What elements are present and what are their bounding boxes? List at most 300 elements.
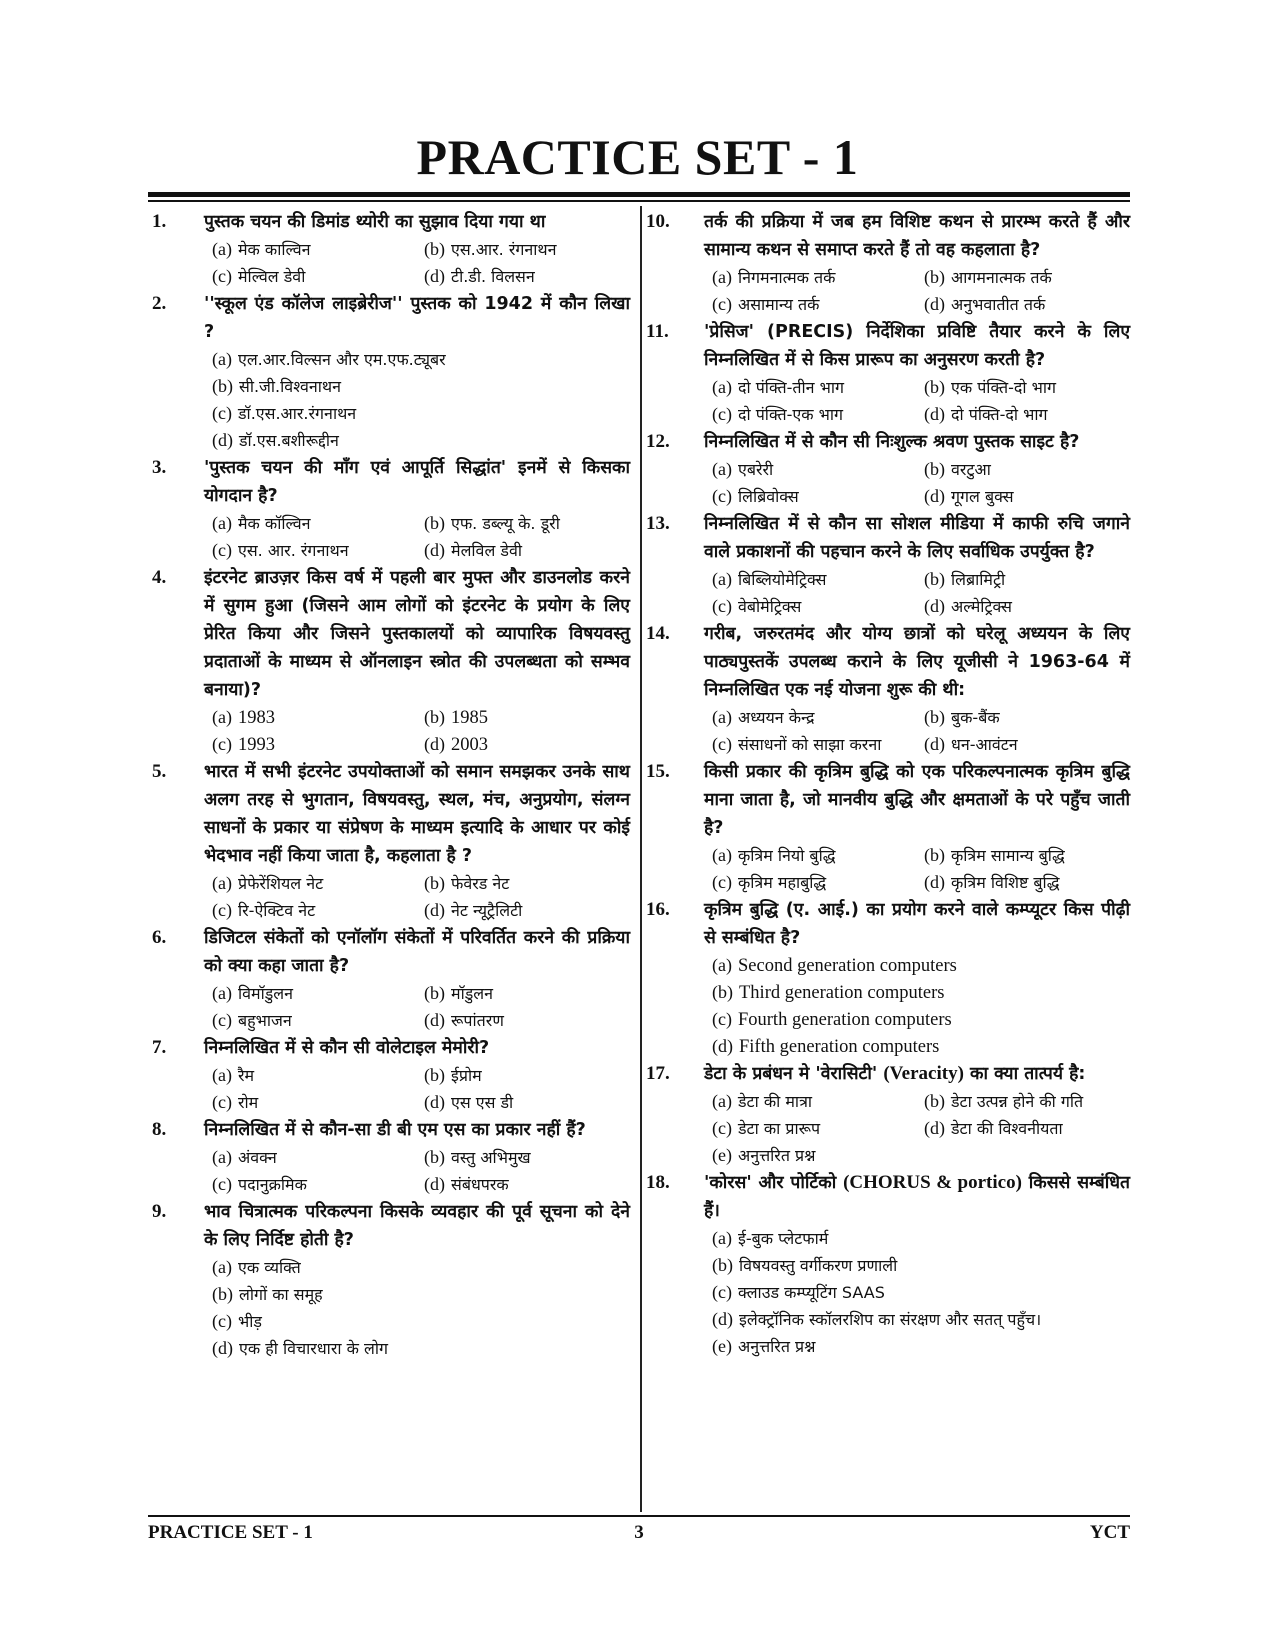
option-b <box>924 704 1130 731</box>
footer-publisher: YCT <box>1089 1522 1130 1543</box>
option-key: (a) <box>212 239 232 259</box>
question-number: 4. <box>152 567 167 588</box>
option-text: ईप्रोम <box>451 1066 482 1085</box>
option-key: (d) <box>424 1092 445 1112</box>
option-text: लिब्रामिट्री <box>951 570 1006 589</box>
option-text: एस.आर. रंगनाथन <box>451 240 557 259</box>
options <box>212 1062 630 1116</box>
option-key: (d) <box>424 266 445 286</box>
option-key: (c) <box>212 266 232 286</box>
option-c <box>712 1279 1130 1306</box>
option-c <box>212 1007 418 1034</box>
option-key: (a) <box>212 1147 232 1167</box>
option-text: दो पंक्ति-एक भाग <box>737 405 844 424</box>
option-key: (c) <box>712 734 732 754</box>
option-text: कृत्रिम महाबुद्धि <box>737 873 827 892</box>
option-key: (b) <box>712 1255 733 1275</box>
option-key: (d) <box>424 900 445 920</box>
option-d <box>924 731 1130 758</box>
option-text: विमॉडुलन <box>237 984 294 1003</box>
option-key: (b) <box>424 707 445 727</box>
option-key: (c) <box>712 294 732 314</box>
option-text: एक ही विचारधारा के लोग <box>239 1339 388 1358</box>
option-text: कृत्रिम सामान्य बुद्धि <box>951 846 1065 865</box>
question-15 <box>644 758 1130 896</box>
option-text: डॉ.एस.बशीरूद्दीन <box>239 431 339 450</box>
question-text: कृत्रिम बुद्धि (ए. आई.) का प्रयोग करने वाले कम्प्यूटर किस पीढ़ी से सम्बंधित है? <box>704 900 1130 948</box>
options <box>712 1225 1130 1360</box>
option-text: निगमनात्मक तर्क <box>737 268 836 287</box>
option-text: भीड़ <box>237 1312 262 1331</box>
option-text: पदानुक्रमिक <box>237 1175 307 1194</box>
option-text: रोम <box>237 1093 259 1112</box>
option-text: क्लाउड कम्प्यूटिंग SAAS <box>737 1283 885 1302</box>
option-c <box>212 263 418 290</box>
option-key: (e) <box>712 1145 732 1165</box>
option-a <box>212 704 418 731</box>
option-key: (d) <box>712 1309 733 1329</box>
option-key: (b) <box>424 1147 445 1167</box>
option-d <box>212 427 630 454</box>
question-text: 'प्रेसिज' (PRECIS) निर्देशिका प्रविष्टि तैयार करने के लिए निम्नलिखित में से किस प्रारूप का अनुसरण करती है? <box>704 322 1130 370</box>
options <box>212 980 630 1034</box>
question-13 <box>644 510 1130 620</box>
option-key: (a) <box>212 349 232 369</box>
options <box>212 236 630 290</box>
option-a <box>212 510 418 537</box>
option-key: (c) <box>212 1010 232 1030</box>
option-b <box>924 374 1130 401</box>
option-text: Second generation computers <box>737 956 957 976</box>
option-b <box>424 510 630 537</box>
question-text-english: (CHORUS & portico) <box>843 1172 1022 1193</box>
question-number: 3. <box>152 457 167 478</box>
option-key: (a) <box>712 1228 732 1248</box>
option-c <box>212 1089 418 1116</box>
option-d <box>424 537 630 564</box>
question-14 <box>644 620 1130 758</box>
option-d <box>212 1335 630 1362</box>
question-number: 17. <box>646 1063 670 1084</box>
options <box>212 704 630 758</box>
option-key: (b) <box>212 376 233 396</box>
option-c <box>212 400 630 427</box>
page-number: 3 <box>634 1522 644 1543</box>
question-16 <box>644 896 1130 1060</box>
options <box>712 704 1130 758</box>
option-b <box>424 704 630 731</box>
option-c <box>712 593 918 620</box>
question-text-hindi: 'कोरस' और पोर्टिको <box>704 1173 844 1193</box>
options <box>712 374 1130 428</box>
option-key: (b) <box>924 569 945 589</box>
option-key: (b) <box>424 239 445 259</box>
right-column <box>644 208 1130 1360</box>
option-c <box>712 1006 1130 1033</box>
question-text: निम्नलिखित में से कौन-सा डी बी एम एस का प्रकार नहीं हैं? <box>204 1120 586 1140</box>
option-a <box>212 980 418 1007</box>
option-key: (d) <box>712 1036 733 1056</box>
question-number: 8. <box>152 1119 167 1140</box>
options <box>212 1254 630 1362</box>
question-9 <box>148 1198 630 1362</box>
question-text-hindi: का क्या तात्पर्य है: <box>963 1064 1086 1084</box>
option-key: (a) <box>712 707 732 727</box>
option-text: मॉडुलन <box>451 984 494 1003</box>
option-b <box>924 456 1130 483</box>
option-a <box>712 374 918 401</box>
option-text: संबंधपरक <box>451 1175 509 1194</box>
question-3 <box>148 454 630 564</box>
option-d <box>712 1306 1130 1333</box>
option-b <box>424 1062 630 1089</box>
left-column <box>148 208 630 1362</box>
question-4 <box>148 564 630 758</box>
option-text: रि-ऐक्टिव नेट <box>237 901 316 920</box>
question-6 <box>148 924 630 1034</box>
option-key: (c) <box>712 596 732 616</box>
option-text: 1983 <box>237 708 275 728</box>
option-key: (c) <box>712 1282 732 1302</box>
options <box>212 510 630 564</box>
option-text: 2003 <box>451 735 488 755</box>
option-a <box>212 870 418 897</box>
option-d <box>424 897 630 924</box>
option-c <box>712 731 918 758</box>
option-text: एफ. डब्ल्यू के. डूरी <box>451 514 560 533</box>
question-10 <box>644 208 1130 318</box>
question-text: निम्नलिखित में से कौन सा सोशल मीडिया में काफी रुचि जगाने वाले प्रकाशनों की पहचान करने के लिए सर्वाधिक उपर्युक्त है? <box>704 514 1130 562</box>
option-c <box>212 1171 418 1198</box>
option-c <box>712 1115 918 1142</box>
question-text: इंटरनेट ब्राउज़र किस वर्ष में पहली बार मुफ्त और डाउनलोड करने में सुगम हुआ (जिसने आम लोगों को इंटरनेट के प्रयोग के लिए प्रेरित किया और जिसने पुस्तकालयों को व्यापारिक विषयवस्तु प्रदाताओं के माध्यम से ऑनलाइन स्त्रोत की उपलब्धता को सम्भव बनाया)? <box>204 568 630 700</box>
option-key: (a) <box>712 377 732 397</box>
question-text: पुस्तक चयन की डिमांड थ्योरी का सुझाव दिया गया था <box>204 212 546 232</box>
option-text: एस. आर. रंगनाथन <box>237 541 349 560</box>
option-key: (c) <box>212 1174 232 1194</box>
option-text: दो पंक्ति-दो भाग <box>951 405 1048 424</box>
option-d <box>924 401 1130 428</box>
option-text: नेट न्यूट्रैलिटी <box>451 901 523 920</box>
option-text: प्रेफेरेंशियल नेट <box>237 874 324 893</box>
option-text: सी.जी.विश्वनाथन <box>239 377 342 396</box>
option-text: डेटा उत्पन्न होने की गति <box>951 1092 1084 1111</box>
option-b <box>424 980 630 1007</box>
option-c <box>212 731 418 758</box>
option-key: (c) <box>212 540 232 560</box>
option-key: (d) <box>924 734 945 754</box>
question-number: 5. <box>152 761 167 782</box>
option-key: (c) <box>212 403 232 423</box>
question-number: 6. <box>152 927 167 948</box>
option-text: मेल्विल डेवी <box>237 267 306 286</box>
option-key: (a) <box>712 267 732 287</box>
option-key: (c) <box>712 1009 732 1029</box>
option-c <box>712 869 918 896</box>
option-key: (b) <box>924 845 945 865</box>
option-b <box>424 236 630 263</box>
option-b <box>924 566 1130 593</box>
option-d <box>424 263 630 290</box>
option-text: असामान्य तर्क <box>737 295 820 314</box>
options <box>212 346 630 454</box>
question-1 <box>148 208 630 290</box>
option-key: (d) <box>212 430 233 450</box>
option-key: (a) <box>712 569 732 589</box>
option-a <box>212 1062 418 1089</box>
option-key: (b) <box>924 707 945 727</box>
option-text: ई-बुक प्लेटफार्म <box>737 1229 829 1248</box>
option-text: गूगल बुक्स <box>951 487 1014 506</box>
question-number: 1. <box>152 211 167 232</box>
option-text: मेक काल्विन <box>237 240 311 259</box>
option-key: (a) <box>712 1091 732 1111</box>
option-key: (b) <box>924 459 945 479</box>
question-text: निम्नलिखित में से कौन सी निःशुल्क श्रवण पुस्तक साइट है? <box>704 432 1080 452</box>
option-d <box>424 1171 630 1198</box>
question-number: 15. <box>646 761 670 782</box>
option-key: (b) <box>424 873 445 893</box>
option-d <box>712 1033 1130 1060</box>
question-text-hindi: डेटा के प्रबंधन मे 'वेरासिटी' <box>704 1064 884 1084</box>
option-text: Fourth generation computers <box>737 1010 952 1030</box>
question-5 <box>148 758 630 924</box>
question-text: गरीब, जरुरतमंद और योग्य छात्रों को घरेलू अध्ययन के लिए पाठ्यपुस्तकें उपलब्ध कराने के लिए यूजीसी ने 1963-64 में निम्नलिखित एक नई योजना शुरू की थी: <box>704 624 1130 700</box>
option-a <box>712 704 918 731</box>
option-key: (d) <box>924 872 945 892</box>
option-b <box>712 1252 1130 1279</box>
option-b <box>212 373 630 400</box>
option-text: मेलविल डेवी <box>451 541 522 560</box>
question-17 <box>644 1060 1130 1169</box>
question-text: 'पुस्तक चयन की माँग एवं आपूर्ति सिद्धांत' इनमें से किसका योगदान है? <box>204 458 630 506</box>
option-key: (a) <box>212 873 232 893</box>
question-text: ''स्कूल एंड कॉलेज लाइब्रेरीज'' पुस्तक को 1942 में कौन लिखा ? <box>204 294 630 342</box>
question-text: तर्क की प्रक्रिया में जब हम विशिष्ट कथन से प्रारम्भ करते हैं और सामान्य कथन से समाप्त करते हैं तो वह कहलाता है? <box>704 212 1130 260</box>
question-18 <box>644 1169 1130 1360</box>
option-key: (a) <box>212 1065 232 1085</box>
option-key: (c) <box>212 900 232 920</box>
option-b <box>424 870 630 897</box>
option-key: (d) <box>424 1174 445 1194</box>
option-key: (d) <box>924 294 945 314</box>
option-text: मैक कॉल्विन <box>237 514 311 533</box>
option-key: (c) <box>712 1118 732 1138</box>
option-text: अध्ययन केन्द्र <box>737 708 815 727</box>
question-text <box>704 1060 1130 1088</box>
option-text: संसाधनों को साझा करना <box>737 735 882 754</box>
option-d <box>424 731 630 758</box>
option-d <box>924 593 1130 620</box>
option-text: एस एस डी <box>451 1093 514 1112</box>
question-text: डिजिटल संकेतों को एनॉलॉग संकेतों में परिवर्तित करने की प्रक्रिया को क्या कहा जाता है? <box>204 928 630 976</box>
question-text-hindi: किससे सम्बंधित हैं। <box>704 1173 1131 1221</box>
footer-rule <box>148 1515 1130 1517</box>
option-a <box>212 1144 418 1171</box>
option-text: कृत्रिम नियो बुद्धि <box>737 846 836 865</box>
option-b <box>924 1088 1130 1115</box>
option-a <box>712 566 918 593</box>
option-text: 1985 <box>451 708 488 728</box>
option-key: (c) <box>712 404 732 424</box>
option-text: डेटा का प्रारूप <box>737 1119 821 1138</box>
option-d <box>924 483 1130 510</box>
option-key: (d) <box>424 540 445 560</box>
options <box>712 566 1130 620</box>
question-number: 18. <box>646 1172 670 1193</box>
option-key: (a) <box>212 513 232 533</box>
option-text: 1993 <box>237 735 275 755</box>
option-key: (c) <box>212 734 232 754</box>
footer-set-title: PRACTICE SET - 1 <box>148 1522 313 1543</box>
option-c <box>212 1308 630 1335</box>
question-number: 12. <box>646 431 670 452</box>
option-text: अंवक्न <box>237 1148 277 1167</box>
question-11 <box>644 318 1130 428</box>
option-key: (b) <box>712 982 733 1002</box>
question-2 <box>148 290 630 454</box>
option-a <box>712 456 918 483</box>
option-text: डेटा की मात्रा <box>737 1092 813 1111</box>
options <box>212 1144 630 1198</box>
option-text: लिब्रिवोक्स <box>737 487 799 506</box>
option-c <box>712 291 918 318</box>
option-c <box>212 537 418 564</box>
option-text: धन-आवंटन <box>951 735 1018 754</box>
option-key: (d) <box>924 404 945 424</box>
option-text: एल.आर.विल्सन और एम.एफ.ट्यूबर <box>237 350 446 369</box>
option-text: आगमनात्मक तर्क <box>951 268 1052 287</box>
option-b <box>712 979 1130 1006</box>
option-a <box>212 236 418 263</box>
question-number: 10. <box>646 211 670 232</box>
question-number: 11. <box>646 321 669 342</box>
question-number: 9. <box>152 1201 167 1222</box>
option-key: (d) <box>924 596 945 616</box>
option-key: (b) <box>924 267 945 287</box>
question-text: निम्नलिखित में से कौन सी वोलेटाइल मेमोरी? <box>204 1038 490 1058</box>
option-key: (e) <box>712 1336 732 1356</box>
question-8 <box>148 1116 630 1198</box>
option-b <box>212 1281 630 1308</box>
option-text: अनुत्तरित प्रश्न <box>737 1146 816 1165</box>
option-c <box>712 401 918 428</box>
option-text: टी.डी. विलसन <box>451 267 535 286</box>
option-text: डॉ.एस.आर.रंगनाथन <box>237 404 357 423</box>
option-key: (a) <box>212 707 232 727</box>
question-text: भारत में सभी इंटरनेट उपयोक्ताओं को समान समझकर उनके साथ अलग तरह से भुगतान, विषयवस्तु, स्थल, मंच, अनुप्रयोग, संलग्न साधनों के प्रकार या संप्रेषण के माध्यम इत्यादि के आधार पर कोई भेदभाव नहीं किया जाता है, कहलाता है ? <box>204 762 630 866</box>
option-text: बुक-बैंक <box>951 708 1000 727</box>
page-title: PRACTICE SET - 1 <box>416 129 859 185</box>
option-a <box>712 1225 1130 1252</box>
options <box>712 1088 1130 1169</box>
option-b <box>424 1144 630 1171</box>
option-text: फेवेरड नेट <box>451 874 510 893</box>
option-text: एबरेरी <box>737 460 774 479</box>
options <box>212 870 630 924</box>
option-text: इलेक्ट्रॉनिक स्कॉलरशिप का संरक्षण और सतत् पहुँच। <box>739 1310 1042 1329</box>
question-12 <box>644 428 1130 510</box>
header-rule-thick <box>148 192 1130 197</box>
option-a <box>712 264 918 291</box>
option-text: लोगों का समूह <box>239 1285 323 1304</box>
question-number: 14. <box>646 623 670 644</box>
question-text <box>704 1169 1130 1225</box>
option-key: (d) <box>212 1338 233 1358</box>
option-text: अल्मेट्रिक्स <box>951 597 1012 616</box>
option-d <box>924 291 1130 318</box>
question-text: किसी प्रकार की कृत्रिम बुद्धि को एक परिकल्पनात्मक कृत्रिम बुद्धि माना जाता है, जो मानवीय बुद्धि और क्षमताओं के परे पहुँच जाती है? <box>704 762 1130 838</box>
option-text: बहुभाजन <box>237 1011 292 1030</box>
option-text: विषयवस्तु वर्गीकरण प्रणाली <box>739 1256 898 1275</box>
option-key: (c) <box>212 1092 232 1112</box>
option-key: (d) <box>424 734 445 754</box>
option-text: एक व्यक्ति <box>237 1258 301 1277</box>
option-d <box>924 869 1130 896</box>
options <box>712 456 1130 510</box>
option-key: (a) <box>212 1257 232 1277</box>
option-text: अनुभवातीत तर्क <box>951 295 1046 314</box>
question-number: 2. <box>152 293 167 314</box>
option-key: (c) <box>212 1311 232 1331</box>
option-text: Fifth generation computers <box>739 1037 940 1057</box>
column-divider <box>640 206 642 1512</box>
option-text: डेटा की विश्वनीयता <box>951 1119 1063 1138</box>
option-key: (d) <box>424 1010 445 1030</box>
option-d <box>424 1089 630 1116</box>
header-rule-thin <box>148 200 1130 202</box>
question-number: 16. <box>646 899 670 920</box>
option-text: वरटुआ <box>951 460 991 479</box>
option-key: (a) <box>712 955 732 975</box>
option-b <box>924 842 1130 869</box>
option-text: एक पंक्ति-दो भाग <box>951 378 1057 397</box>
option-key: (a) <box>212 983 232 1003</box>
question-7 <box>148 1034 630 1116</box>
question-text: भाव चित्रात्मक परिकल्पना किसके व्यवहार की पूर्व सूचना को देने के लिए निर्दिष्ट होती है? <box>204 1202 630 1250</box>
option-a <box>212 346 630 373</box>
option-a <box>712 1088 918 1115</box>
option-c <box>212 897 418 924</box>
option-e <box>712 1142 918 1169</box>
option-d <box>924 1115 1130 1142</box>
question-number: 13. <box>646 513 670 534</box>
option-b <box>924 264 1130 291</box>
option-key: (a) <box>712 845 732 865</box>
option-key: (b) <box>424 513 445 533</box>
option-key: (b) <box>924 377 945 397</box>
option-key: (d) <box>924 1118 945 1138</box>
options <box>712 264 1130 318</box>
option-a <box>212 1254 630 1281</box>
option-key: (c) <box>712 486 732 506</box>
option-text: बिब्लियोमेट्रिक्स <box>737 570 827 589</box>
option-a <box>712 952 1130 979</box>
options <box>712 842 1130 896</box>
option-text: रूपांतरण <box>451 1011 504 1030</box>
option-text: वस्तु अभिमुख <box>451 1148 531 1167</box>
option-d <box>424 1007 630 1034</box>
page-footer <box>148 1522 1130 1548</box>
option-key: (b) <box>924 1091 945 1111</box>
option-key: (b) <box>424 1065 445 1085</box>
option-text: अनुत्तरित प्रश्न <box>737 1337 816 1356</box>
option-a <box>712 842 918 869</box>
option-e <box>712 1333 1130 1360</box>
option-text: वेबोमेट्रिक्स <box>737 597 802 616</box>
option-key: (c) <box>712 872 732 892</box>
option-key: (b) <box>212 1284 233 1304</box>
